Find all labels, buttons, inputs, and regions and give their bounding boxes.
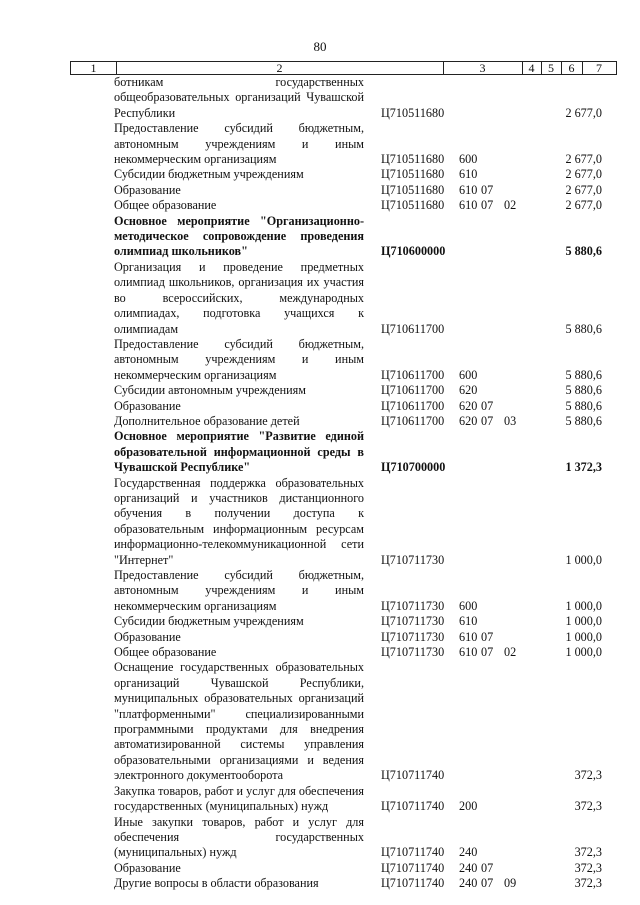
row-amount: 2 677,0 (565, 152, 602, 167)
row-subsection: 03 (504, 413, 517, 428)
row-amount: 5 880,6 (565, 244, 602, 259)
row-expense-type: 610 (459, 629, 478, 644)
table-row (0, 260, 640, 337)
row-name: ботникам государственных общеобразовательных организаций Чувашской Республики (114, 75, 364, 120)
row-name: Предоставление субсидий бюджетным, автономным учреждениям и иным некоммерческим организациям (114, 121, 364, 167)
row-amount: 372,3 (574, 799, 602, 814)
header-col-6: 6 (561, 62, 583, 74)
row-name: Образование (114, 182, 181, 197)
row-target-code: Ц710600000 (381, 244, 446, 259)
row-target-code: Ц710711730 (381, 552, 445, 567)
row-target-code: Ц710511680 (381, 167, 445, 182)
row-amount: 1 000,0 (565, 614, 602, 629)
row-target-code: Ц710711740 (381, 768, 445, 783)
row-expense-type: 610 (459, 198, 478, 213)
row-name: Предоставление субсидий бюджетным, автономным учреждениям и иным некоммерческим организациям (114, 568, 364, 613)
page-number: 80 (313, 39, 327, 54)
row-target-code: Ц710711730 (381, 645, 445, 660)
row-amount: 372,3 (574, 768, 602, 783)
row-name: Образование (114, 398, 181, 413)
row-expense-type: 620 (459, 383, 478, 398)
row-target-code: Ц710611700 (381, 413, 445, 428)
table-row (0, 121, 640, 167)
table-row (0, 476, 640, 568)
row-amount: 5 880,6 (565, 398, 602, 413)
row-target-code: Ц710711730 (381, 614, 445, 629)
row-amount: 372,3 (574, 845, 602, 860)
row-target-code: Ц710611700 (381, 398, 445, 413)
row-expense-type: 240 (459, 860, 478, 875)
row-target-code: Ц710611700 (381, 367, 445, 382)
row-subsection: 02 (504, 645, 517, 660)
table-row (0, 198, 640, 213)
row-amount: 1 372,3 (565, 460, 602, 475)
header-col-2: 2 (116, 62, 444, 74)
table-row (0, 660, 640, 783)
row-amount: 5 880,6 (565, 321, 602, 336)
budget-table-body (0, 75, 640, 892)
row-name: Организация и проведение предметных олимпиад школьников, организация их участия во всероссийских, международных олимпиадах, подготовка учащихся к олимпиадам (114, 259, 364, 336)
row-name: Дополнительное образование детей (114, 413, 300, 428)
row-section: 07 (481, 182, 494, 197)
row-section: 07 (481, 629, 494, 644)
row-subsection: 02 (504, 198, 517, 213)
table-row (0, 630, 640, 645)
row-amount: 5 880,6 (565, 367, 602, 382)
table-row (0, 399, 640, 414)
row-subsection: 09 (504, 876, 517, 891)
header-col-4: 4 (522, 62, 542, 74)
row-name: Общее образование (114, 198, 217, 213)
row-name: Оснащение государственных образовательных организаций Чувашской Республики, муниципальных образовательных организаций "платформенными" специализированными программными продуктами для внедрения автоматизированной системы управления образовательными организациями и ведения электронного документооборота (114, 660, 364, 783)
table-row (0, 214, 640, 260)
row-name: Субсидии бюджетным учреждениям (114, 167, 304, 182)
row-expense-type: 610 (459, 645, 478, 660)
row-expense-type: 600 (459, 152, 478, 167)
row-amount: 2 677,0 (565, 167, 602, 182)
row-target-code: Ц710511680 (381, 152, 445, 167)
row-target-code: Ц710711740 (381, 876, 445, 891)
row-amount: 1 000,0 (565, 629, 602, 644)
row-expense-type: 600 (459, 598, 478, 613)
row-amount: 2 677,0 (565, 105, 602, 120)
row-target-code: Ц710711730 (381, 598, 445, 613)
header-col-1: 1 (71, 62, 117, 74)
row-expense-type: 610 (459, 182, 478, 197)
row-target-code: Ц710711740 (381, 860, 445, 875)
header-col-5: 5 (541, 62, 562, 74)
row-amount: 1 000,0 (565, 552, 602, 567)
table-row (0, 183, 640, 198)
table-row (0, 645, 640, 660)
row-amount: 2 677,0 (565, 182, 602, 197)
row-expense-type: 240 (459, 876, 478, 891)
row-name: Другие вопросы в области образования (114, 876, 319, 891)
row-section: 07 (481, 876, 494, 891)
row-amount: 5 880,6 (565, 383, 602, 398)
row-name: Общее образование (114, 645, 217, 660)
row-expense-type: 240 (459, 845, 478, 860)
row-name: Государственная поддержка образовательных организаций и участников дистанционного обучения в получении доступа к образовательным информационным ресурсам информационно-телекоммуникационной сети "Интернет" (114, 475, 364, 567)
row-amount: 5 880,6 (565, 413, 602, 428)
row-section: 07 (481, 860, 494, 875)
header-col-3: 3 (443, 62, 523, 74)
row-target-code: Ц710511680 (381, 198, 445, 213)
row-name: Основное мероприятие "Организационно-методическое сопровождение проведения олимпиад школьников" (114, 213, 364, 259)
row-amount: 1 000,0 (565, 598, 602, 613)
row-name: Основное мероприятие "Развитие единой образовательной информационной среды в Чувашской Республике" (114, 429, 364, 475)
row-name: Образование (114, 860, 181, 875)
table-header-row (70, 61, 617, 75)
row-expense-type: 610 (459, 614, 478, 629)
table-row (0, 876, 640, 891)
table-row (0, 815, 640, 861)
row-name: Образование (114, 629, 181, 644)
row-section: 07 (481, 398, 494, 413)
header-col-7: 7 (596, 61, 602, 75)
table-row (0, 784, 640, 815)
row-target-code: Ц710511680 (381, 182, 445, 197)
table-row (0, 429, 640, 475)
table-row (0, 414, 640, 429)
row-name: Предоставление субсидий бюджетным, автономным учреждениям и иным некоммерческим организациям (114, 336, 364, 382)
row-name: Иные закупки товаров, работ и услуг для обеспечения государственных (муниципальных) нужд (114, 814, 364, 860)
row-amount: 2 677,0 (565, 198, 602, 213)
row-target-code: Ц710611700 (381, 321, 445, 336)
row-amount: 1 000,0 (565, 645, 602, 660)
row-expense-type: 200 (459, 799, 478, 814)
row-expense-type: 600 (459, 367, 478, 382)
row-amount: 372,3 (574, 876, 602, 891)
row-expense-type: 620 (459, 413, 478, 428)
row-target-code: Ц710700000 (381, 460, 446, 475)
row-name: Закупка товаров, работ и услуг для обеспечения государственных (муниципальных) нужд (114, 783, 364, 814)
table-row (0, 75, 640, 121)
row-target-code: Ц710711730 (381, 629, 445, 644)
row-target-code: Ц710711740 (381, 845, 445, 860)
table-row (0, 383, 640, 398)
table-row (0, 861, 640, 876)
row-section: 07 (481, 413, 494, 428)
row-section: 07 (481, 198, 494, 213)
row-expense-type: 620 (459, 398, 478, 413)
row-section: 07 (481, 645, 494, 660)
row-target-code: Ц710611700 (381, 383, 445, 398)
row-amount: 372,3 (574, 860, 602, 875)
row-name: Субсидии автономным учреждениям (114, 383, 306, 398)
table-row (0, 614, 640, 629)
table-row (0, 568, 640, 614)
row-expense-type: 610 (459, 167, 478, 182)
row-target-code: Ц710511680 (381, 105, 445, 120)
table-row (0, 337, 640, 383)
row-target-code: Ц710711740 (381, 799, 445, 814)
table-row (0, 167, 640, 182)
row-name: Субсидии бюджетным учреждениям (114, 614, 304, 629)
